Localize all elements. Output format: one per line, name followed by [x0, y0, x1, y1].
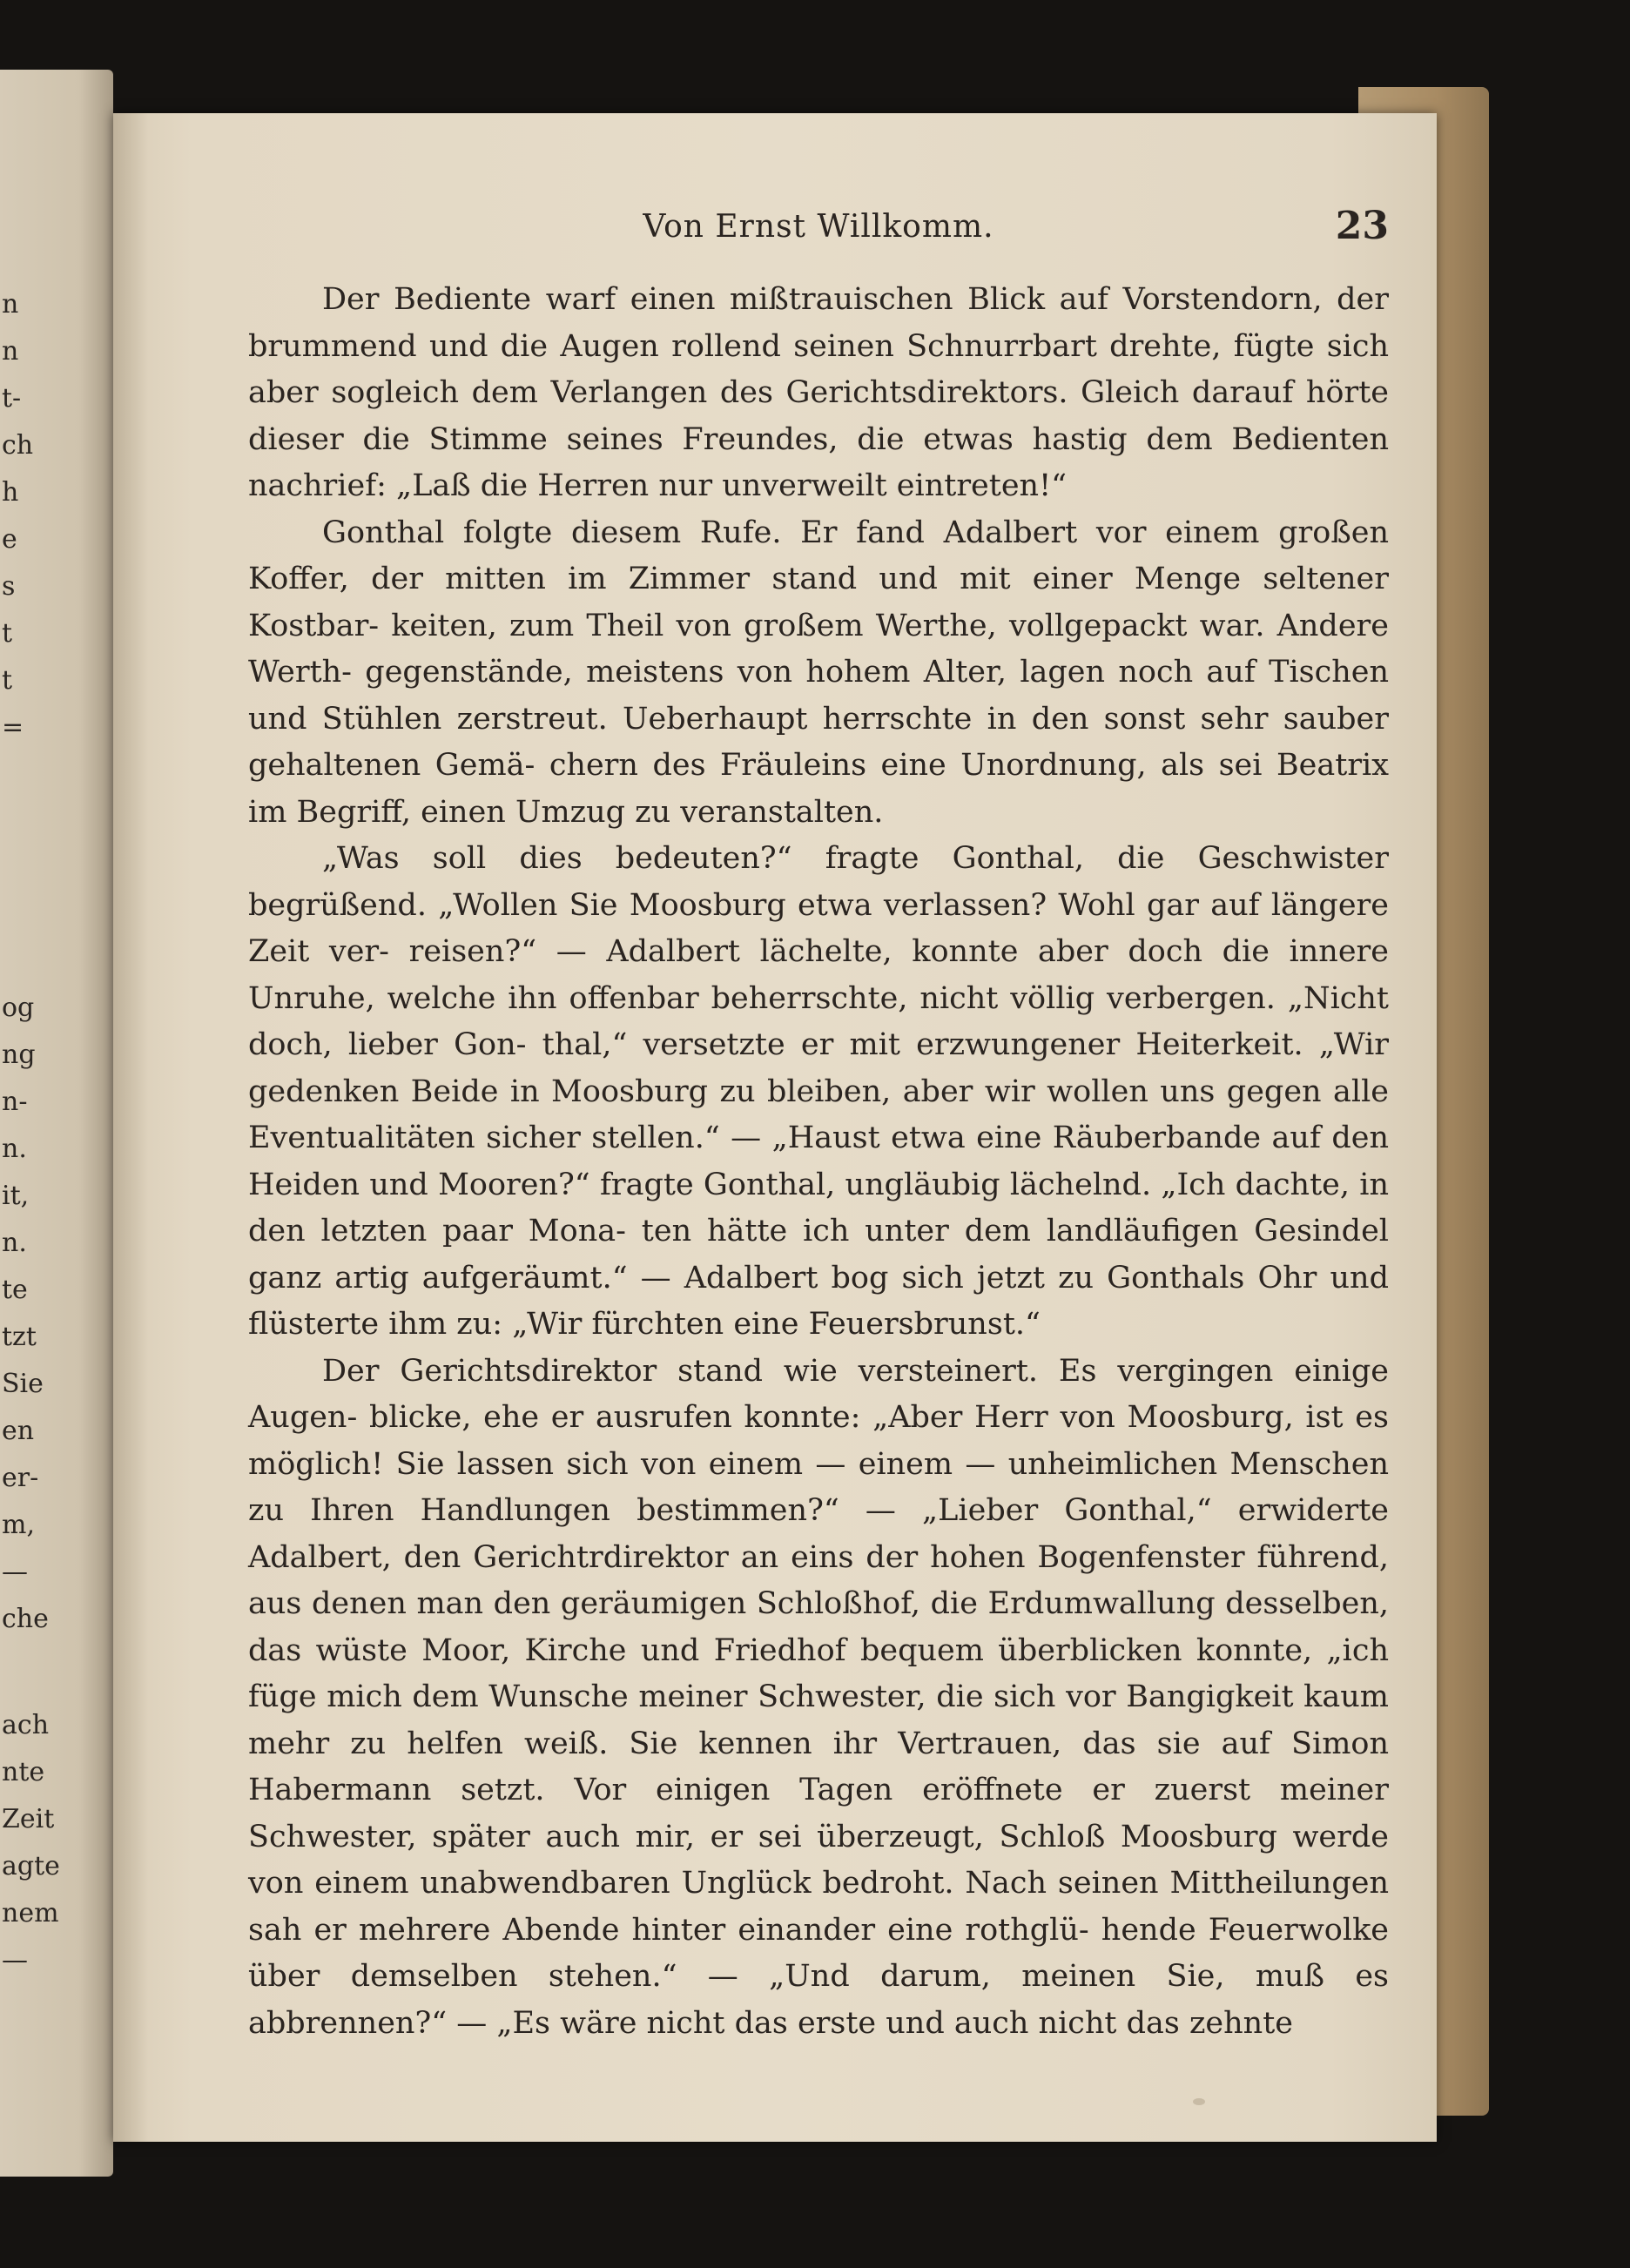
left-page-fragment: agte	[2, 1851, 60, 1881]
left-page-fragment: en	[2, 1416, 35, 1446]
left-page-fragment: nem	[2, 1898, 59, 1928]
left-page-fragment: nte	[2, 1757, 45, 1787]
left-page-fragment: n.	[2, 1134, 27, 1164]
paragraph: Der Bediente warf einen mißtrauischen Blick auf Vorstendorn, der brummend und die Augen rollend seinen Schnurrbart drehte, fügte sich aber sogleich dem Verlangen des Gerichtsdirektors. Gleich darauf hörte dieser die Stimme seines Freundes, die etwas hastig dem Bedienten nachrief: „Laß die Herren nur unverweilt eintreten!“	[248, 282, 1389, 503]
left-page-fragment: —	[2, 1557, 28, 1587]
left-page-fragment: t	[2, 665, 13, 696]
left-page-fragment: t	[2, 618, 13, 649]
left-page-fragment: h	[2, 477, 19, 508]
left-page-fragment: —	[2, 1945, 28, 1975]
left-page-fragment: n	[2, 336, 19, 367]
left-page-fragment: m,	[2, 1510, 35, 1540]
body-text	[248, 277, 1389, 2047]
paragraph: Gonthal folgte diesem Rufe. Er fand Adalbert vor einem großen Koffer, der mitten im Zimmer stand und mit einer Menge seltener Kostbar- keiten, zum Theil von großem Werthe, vollgepackt war. Andere Werth- gegenstände, meistens von hohem Alter, lagen noch auf Tischen und Stühlen zerstreut. Ueberhaupt herrschte in den sonst sehr sauber gehaltenen Gemä- chern des Fräuleins eine Unordnung, als sei Beatrix im Begriff, einen Umzug zu veranstalten.	[248, 515, 1389, 830]
left-page-fragment: Sie	[2, 1369, 44, 1399]
page-header	[248, 204, 1389, 261]
page-stain	[1193, 2098, 1205, 2105]
left-page-fragment: te	[2, 1275, 28, 1305]
left-page-fragment: ch	[2, 430, 34, 461]
left-page-fragment: t-	[2, 383, 22, 414]
page-number: 23	[1335, 204, 1389, 248]
left-page-fragment: che	[2, 1604, 49, 1634]
left-page-fragment: n	[2, 289, 19, 320]
paragraph: Der Gerichtsdirektor stand wie versteinert. Es vergingen einige Augen- blicke, ehe er ausrufen konnte: „Aber Herr von Moosburg, ist es möglich! Sie lassen sich von einem — einem — unheimlichen Menschen zu Ihren Handlungen bestimmen?“ — „Lieber Gonthal,“ erwiderte Adalbert, den Gerichtrdirektor an eins der hohen Bogenfenster führend, aus denen man den geräumigen Schloßhof, die Erdumwallung desselben, das wüste Moor, Kirche und Friedhof bequem überblicken konnte, „ich füge mich dem Wunsche meiner Schwester, die sich vor Bangigkeit kaum mehr zu helfen weiß. Sie kennen ihr Vertrauen, das sie auf Simon Habermann setzt. Vor einigen Tagen eröffnete er zuerst meiner Schwester, später auch mir, er sei überzeugt, Schloß Moosburg werde von einem unabwendbaren Unglück bedroht. Nach seinen Mittheilungen sah er mehrere Abende hinter einander eine rothglü- hende Feuerwolke über demselben stehen.“ — „Und darum, meinen Sie, muß es abbrennen?“ — „Es wäre nicht das erste und auch nicht das zehnte	[248, 1353, 1389, 2041]
left-page-fragment: n-	[2, 1087, 28, 1117]
left-page-fragment: ng	[2, 1040, 36, 1070]
left-page-fragment: ach	[2, 1710, 50, 1740]
page-gutter-shadow	[113, 113, 148, 2142]
left-page-fragment: it,	[2, 1181, 30, 1211]
left-page-fragment: er-	[2, 1463, 39, 1493]
left-page-fragment: s	[2, 571, 16, 602]
left-page-fragment: =	[2, 712, 24, 743]
left-page-edge	[0, 70, 113, 2177]
paragraph: „Was soll dies bedeuten?“ fragte Gonthal, die Geschwister begrüßend. „Wollen Sie Moosburg etwa verlassen? Wohl gar auf längere Zeit ver- reisen?“ — Adalbert lächelte, konnte aber doch die innere Unruhe, welche ihn offenbar beherrschte, nicht völlig verbergen. „Nicht doch, lieber Gon- thal,“ versetzte er mit erzwungener Heiterkeit. „Wir gedenken Beide in Moosburg zu bleiben, aber wir wollen uns gegen alle Eventualitäten sicher stellen.“ — „Haust etwa eine Räuberbande auf den Heiden und Mooren?“ fragte Gonthal, ungläubig lächelnd. „Ich dachte, in den letzten paar Mona- ten hätte ich unter dem landläufigen Gesindel ganz artig aufgeräumt.“ — Adalbert bog sich jetzt zu Gonthals Ohr und flüsterte ihm zu: „Wir fürchten eine Feuersbrunst.“	[248, 841, 1389, 1342]
left-page-fragment: e	[2, 524, 17, 555]
left-page-fragment: og	[2, 993, 35, 1023]
left-page-fragment: tzt	[2, 1322, 37, 1352]
left-page-fragment: Zeit	[2, 1804, 55, 1834]
left-page-fragment: n.	[2, 1228, 27, 1258]
book-page	[113, 113, 1437, 2142]
running-head: Von Ernst Willkomm.	[643, 209, 994, 245]
